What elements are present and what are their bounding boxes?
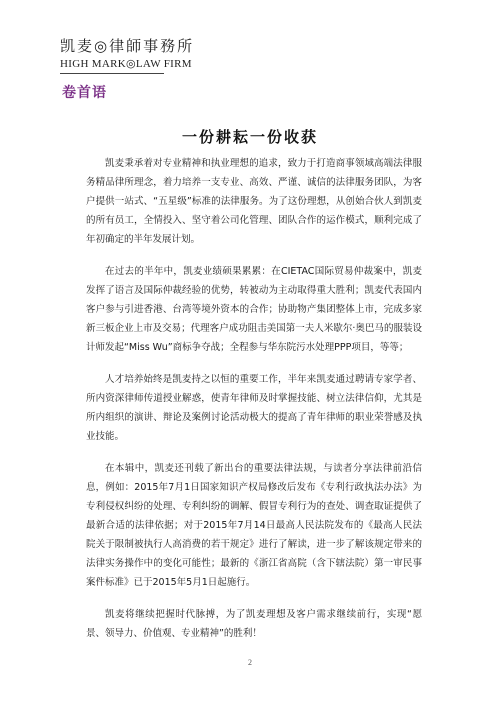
paragraph: 人才培养始终是凯麦持之以恒的重要工作，半年来凯麦通过聘请专家学者、所内资深律师传道授业解惑，使青年律师及时掌握技能、树立法律信仰，尤其是所内组织的演讲、辩论及案例讨论活动极大的提高了青年律师的职业荣誉感及执业技能。 [86,374,422,442]
section-heading: 卷首语 [62,85,107,101]
paragraph: 在本辑中，凯麦还刊载了新出台的重要法律法规，与读者分享法律前沿信息，例如：2015年7月1日国家知识产权局修改后发布《专利行政执法办法》为专利侵权纠纷的处理、专利纠纷的调解、假冒专利行为的查处、调查取证提供了最新合适的法律依据；对于2015年7月14日最高人民法院发布的《最高人民法院关于限制被执行人高消费的若干规定》进行了解读，进一步了解该规定带来的法律实务操作中的变化可能性；最新的《浙江省高院（含下辖法院）第一审民事案件标准》已于2015年5月1日起施行。 [86,463,422,588]
logo-english-name: HIGH MARK◎LAW FIRM [60,58,192,70]
article-body [86,154,422,656]
paragraph: 凯麦秉承着对专业精神和执业理想的追求，致力于打造商事领域高端法律服务精品律所理念，着力培养一支专业、高效、严谨、诚信的法律服务团队，为客户提供一站式、“五星级”标准的法律服务。为了这份理想，从创始合伙人到凯麦的所有员工，全情投入、坚守着公司化管理、团队合作的运作模式，顺利完成了年初确定的半年发展计划。 [86,158,422,245]
firm-logo [60,38,260,70]
paragraph: 在过去的半年中，凯麦业绩硕果累累：在CIETAC国际贸易仲裁案中，凯麦发挥了语言及国际仲裁经验的优势，转被动为主动取得重大胜利；凯麦代表国内客户参与引进香港、台湾等境外资本的合作；协助物产集团整体上市，完成多家新三板企业上市及交易；代理客户成功阻击美国第一夫人米歇尔·奥巴马的服装设计师发起“Miss Wu”商标争夺战；全程参与华东院污水处理PPP项目，等等； [86,266,422,353]
header-divider [60,73,164,74]
logo-chinese-name: 凯麦◎律師事務所 [60,37,195,55]
page-number: 2 [248,658,252,667]
paragraph: 凯麦将继续把握时代脉搏，为了凯麦理想及客户需求继续前行，实现“愿景、领导力、价值观、专业精神”的胜利！ [86,609,422,639]
page-title: 一份耕耘一份收获 [181,128,318,146]
